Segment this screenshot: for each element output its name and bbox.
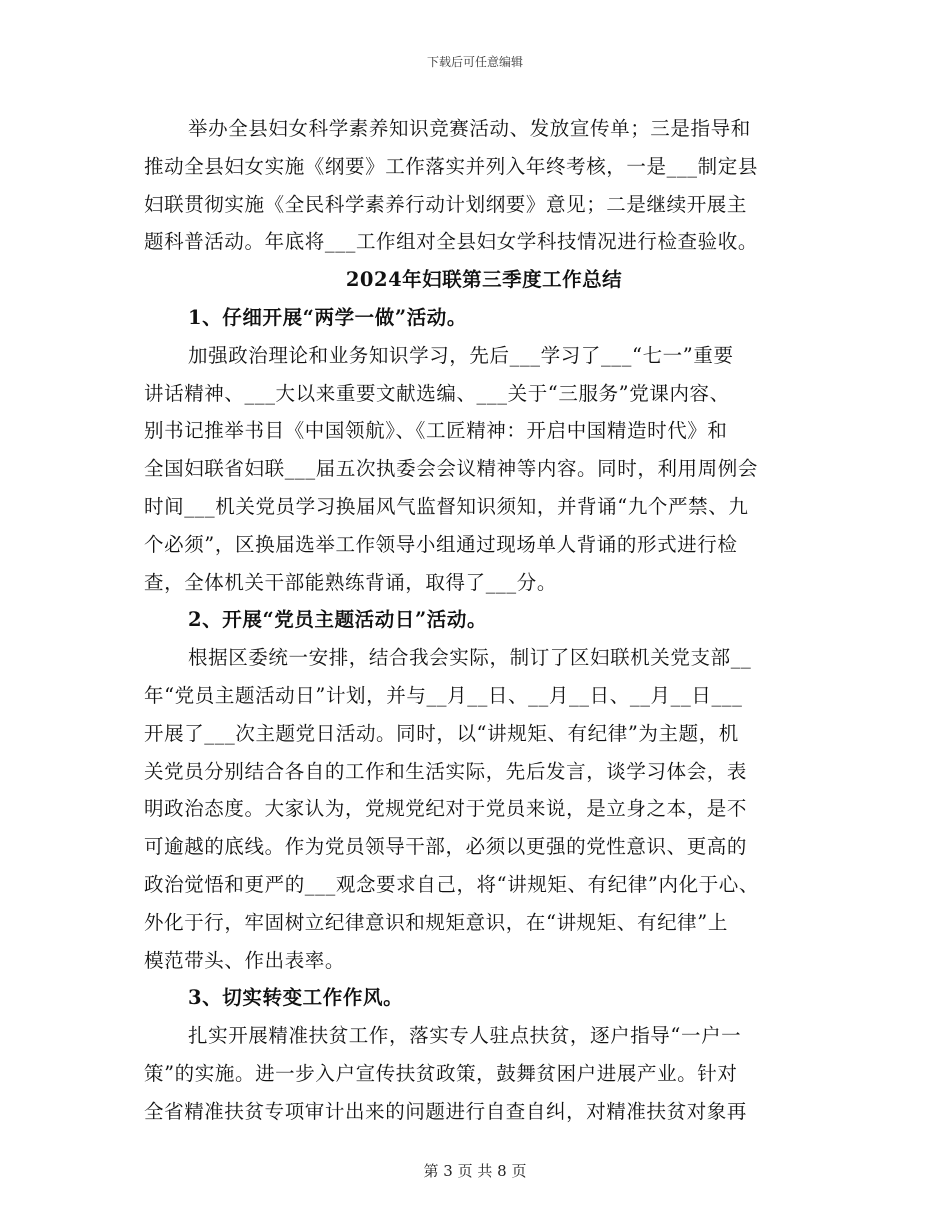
intro-line-3: 妇联贯彻实施《全民科学素养行动计划纲要》意见；二是继续开展主 <box>144 192 748 216</box>
section-1-line: 时间___机关党员学习换届风气监督知识须知，并背诵“九个严禁、九 <box>144 494 749 518</box>
intro-line-1: 举办全县妇女科学素养知识竞赛活动、发放宣传单；三是指导和 <box>188 117 751 140</box>
section-3-line: 策”的实施。进一步入户宣传扶贫政策，鼓舞贫困户进展产业。针对 <box>144 1061 738 1085</box>
section-2-heading: 2、开展“党员主题活动日”活动。 <box>188 608 488 632</box>
section-1-heading: 1、仔细开展“两学一做”活动。 <box>188 305 468 329</box>
document-body <box>144 110 824 1131</box>
section-2-line: 外化于行，牢固树立纪律意识和规矩意识，在“讲规矩、有纪律”上 <box>144 910 728 934</box>
section-1-line: 全国妇联省妇联___届五次执委会会议精神等内容。同时，利用周例会 <box>144 457 758 481</box>
section-3-line: 全省精准扶贫专项审计出来的问题进行自查自纠，对精准扶贫对象再 <box>144 1099 748 1123</box>
section-1-line: 加强政治理论和业务知识学习，先后___学习了___“七一”重要 <box>188 343 734 367</box>
section-2-line: 政治觉悟和更严的___观念要求自己，将“讲规矩、有纪律”内化于心、 <box>144 872 759 896</box>
section-2-line: 年“党员主题活动日”计划，并与__月__日、__月__日、__月__日___ <box>144 683 743 707</box>
section-3-line: 扎实开展精准扶贫工作，落实专人驻点扶贫，逐户指导“一户一 <box>188 1024 742 1048</box>
section-2-line: 模范带头、作出表率。 <box>144 948 346 972</box>
section-2-line: 明政治态度。大家认为，党规党纪对于党员来说，是立身之本，是不 <box>144 797 748 821</box>
intro-line-4: 题科普活动。年底将___工作组对全县妇女学科技情况进行检查验收。 <box>144 230 758 254</box>
section-1-line: 个必须”，区换届选举工作领导小组通过现场单人背诵的形式进行检 <box>144 532 738 556</box>
page-number-footer: 第 3 页 共 8 页 <box>423 1162 527 1180</box>
section-2-line: 根据区委统一安排，结合我会实际，制订了区妇联机关党支部__ <box>188 646 752 670</box>
page-header-note: 下载后可任意编辑 <box>426 55 523 69</box>
section-2-line: 开展了___次主题党日活动。同时，以“讲规矩、有纪律”为主题，机 <box>144 721 739 745</box>
section-2-line: 可逾越的底线。作为党员领导干部，必须以更强的党性意识、更高的 <box>144 835 748 859</box>
document-title: 2024年妇联第三季度工作总结 <box>345 268 623 292</box>
section-1-line: 别书记推举书目《中国领航》、《工匠精神：开启中国精造时代》和 <box>144 419 728 443</box>
section-1-line: 查，全体机关干部能熟练背诵，取得了___分。 <box>144 570 557 594</box>
section-3-heading: 3、切实转变工作作风。 <box>188 986 404 1010</box>
section-2-line: 关党员分别结合各自的工作和生活实际，先后发言，谈学习体会，表 <box>144 759 748 783</box>
intro-line-2: 推动全县妇女实施《纲要》工作落实并列入年终考核，一是___制定县 <box>144 154 758 178</box>
section-1-line: 讲话精神、___大以来重要文献选编、___关于“三服务”党课内容、 <box>144 381 730 405</box>
